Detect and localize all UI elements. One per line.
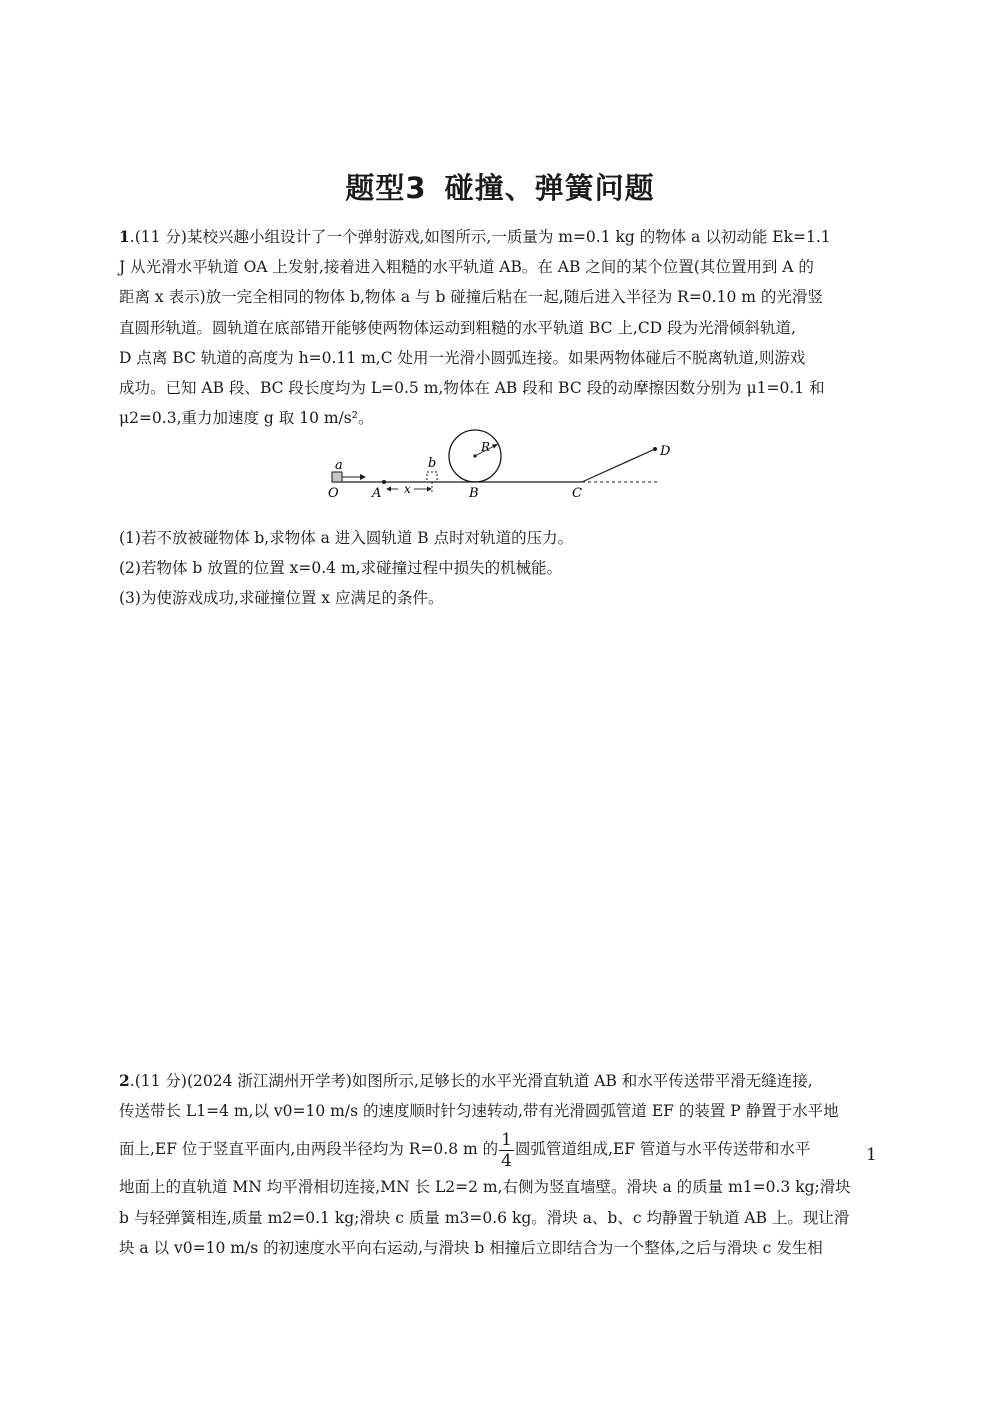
point-A [382, 480, 386, 484]
label-R: R [481, 440, 491, 454]
title-part2: 碰撞、弹簧问题 [444, 171, 655, 205]
problem-1-line3: 距离 x 表示)放一完全相同的物体 b,物体 a 与 b 碰撞后粘在一起,随后进入半径为 R=0.10 m 的光滑竖 [119, 288, 823, 307]
problem-1-number: 1 [119, 227, 130, 246]
problem-2-line4: 地面上的直轨道 MN 均平滑相切连接,MN 长 L2=2 m,右侧为竖直墙壁。滑块 a 的质量 m1=0.3 kg;滑块 [119, 1178, 851, 1197]
page-title [0, 166, 1000, 207]
problem-1-line4: 直圆形轨道。圆轨道在底部错开能够使两物体运动到粗糙的水平轨道 BC 上,CD 段为光滑倾斜轨道, [119, 318, 796, 337]
fraction-quarter: $\frac{1}{4}$ [501, 1129, 512, 1171]
problem-1-line1: 1.(11 分)某校兴趣小组设计了一个弹射游戏,如图所示,一质量为 m=0.1 kg 的物体 a 以初动能 Ek=1.1 [119, 227, 831, 246]
problem-1-line6: 成功。已知 AB 段、BC 段长度均为 L=0.5 m,物体在 AB 段和 BC 段的动摩擦因数分别为 μ1=0.1 和 [119, 379, 825, 398]
problem-2-line5: b 与轻弹簧相连,质量 m2=0.1 kg;滑块 c 质量 m3=0.6 kg。滑块 a、b、c 均静置于轨道 AB 上。现让滑 [119, 1208, 850, 1227]
subquestion-2: (2)若物体 b 放置的位置 x=0.4 m,求碰撞过程中损失的机械能。 [119, 559, 563, 577]
label-D: D [660, 444, 670, 459]
title-part1: 题型3 [345, 171, 427, 205]
label-x: x [404, 482, 411, 496]
problem-1-line2: J 从光滑水平轨道 OA 上发射,接着进入粗糙的水平轨道 AB。在 AB 之间的某个位置(其位置用到 A 的 [119, 258, 814, 277]
x-dim-left-arrow [386, 487, 391, 492]
track-diagram [326, 425, 670, 503]
x-dim-right-arrow [427, 487, 432, 492]
page-number: 1 [866, 1145, 877, 1165]
incline-CD [582, 449, 655, 482]
problem-2-line2: 传送带长 L1=4 m,以 v0=10 m/s 的速度顺时针匀速转动,带有光滑圆弧管道 EF 的装置 P 静置于水平地 [119, 1102, 839, 1121]
subquestion-1: (1)若不放被碰物体 b,求物体 a 进入圆轨道 B 点时对轨道的压力。 [119, 529, 574, 547]
radius-arrow [492, 444, 498, 449]
subquestion-3: (3)为使游戏成功,求碰撞位置 x 应满足的条件。 [119, 589, 444, 607]
block-b [427, 472, 437, 482]
label-C: C [572, 486, 582, 501]
label-b: b [428, 456, 437, 471]
problem-1-line7: μ2=0.3,重力加速度 g 取 10 m/s²。 [119, 409, 374, 428]
problem-1-line5: D 点离 BC 轨道的高度为 h=0.11 m,C 处用一光滑小圆弧连接。如果两物体碰后不脱离轨道,则游戏 [119, 348, 806, 367]
problem-2-line1: 2.(11 分)(2024 浙江湖州开学考)如图所示,足够长的水平光滑直轨道 AB 和水平传送带平滑无缝连接, [119, 1071, 813, 1090]
block-a [332, 472, 342, 482]
problem-2 [119, 1066, 881, 1263]
problem-2-line3: 面上,EF 位于竖直平面内,由两段半径均为 R=0.8 m 的 $\frac{1}{4}$ 圆弧管道组成,EF 管道与水平传送带和水平 [119, 1129, 811, 1171]
problem-1-subquestions [119, 523, 881, 613]
label-A: A [372, 486, 382, 501]
label-B: B [469, 486, 479, 501]
problem-2-number: 2 [119, 1071, 130, 1090]
arrow-a-head [360, 474, 366, 480]
problem-1 [119, 222, 881, 433]
label-O: O [328, 486, 339, 501]
point-D [653, 447, 657, 451]
problem-2-line6: 块 a 以 v0=10 m/s 的初速度水平向右运动,与滑块 b 相撞后立即结合为一个整体,之后与滑块 c 发生相 [119, 1238, 823, 1257]
label-a: a [335, 458, 343, 473]
